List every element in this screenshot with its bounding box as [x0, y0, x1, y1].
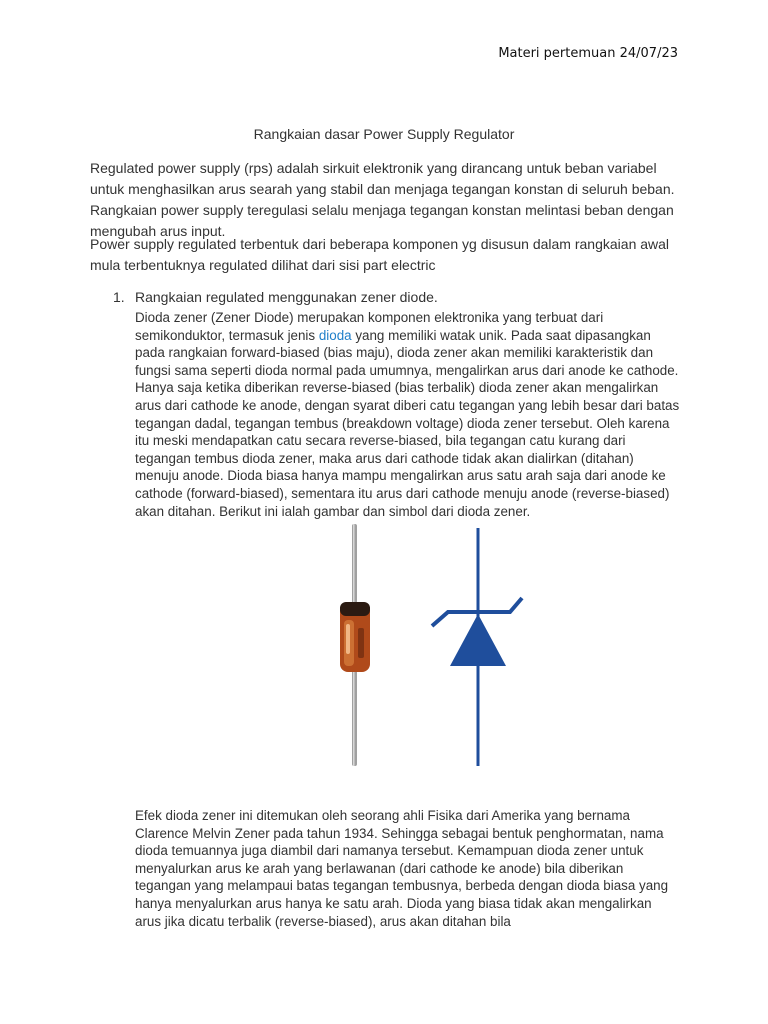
- intro-paragraph: Regulated power supply (rps) adalah sirkuit elektronik yang dirancang untuk beban variabel untuk menghasilkan arus searah yang stabil dan menjaga tegangan konstan di seluruh beban. Rangkaian power supply teregulasi selalu menjaga tegangan konstan melintasi beban dengan mengubah arus input.: [90, 160, 675, 239]
- zener-history-paragraph: Efek dioda zener ini ditemukan oleh seorang ahli Fisika dari Amerika yang bernama Clarence Melvin Zener pada tahun 1934. Sehingga sebagai bentuk penghormatan, nama dioda temuannya juga diambil dari namanya tersebut. Kemampuan dioda zener untuk menyalurkan arus ke arah yang berlawanan (dari cathode ke anode) bila diberikan tegangan yang melampaui batas tegangan tembusnya, berbeda dengan dioda biasa yang hanya menyalurkan arus hanya ke satu arah. Dioda yang biasa tidak akan mengalirkan arus jika dicatu terbalik (reverse-biased), arus akan ditahan bila: [135, 808, 669, 929]
- dioda-link[interactable]: dioda: [318, 327, 352, 343]
- zener-description-paragraph: [135, 309, 680, 520]
- list-item-number: 1.: [113, 289, 125, 305]
- list-item-heading: Rangkaian regulated menggunakan zener diode.: [135, 289, 438, 305]
- header-date-note: Materi pertemuan 24/07/23: [498, 46, 678, 61]
- document-title: Rangkaian dasar Power Supply Regulator: [253, 126, 515, 142]
- zener-diode-photo: [340, 524, 370, 766]
- zener-text-part2: yang memiliki watak unik. Pada saat dipasangkan pada rangkaian forward-biased (bias maju), dioda zener akan memiliki karakteristik dan fungsi sama seperti dioda normal pada umumnya, mengalirkan arus dari anode ke cathode. Hanya saja ketika diberikan reverse-biased (bias terbalik) dioda zener akan mengalirkan arus dari cathode ke anode, dengan syarat diberi catu tegangan yang lebih besar dari batas tegangan dadal, tegangan tembus (breakdown voltage) dioda zener tersebut. Oleh karena itu meski mendapatkan catu secara reverse-biased, bila tegangan catu kurang dari tegangan tembus dioda zener, maka arus dari cathode tidak akan dialirkan (ditahan) menuju anode. Dioda biasa hanya mampu mengalirkan arus satu arah saja dari anode ke cathode (forward-biased), sementara itu arus dari cathode menuju anode (reverse-biased) akan ditahan. Berikut ini ialah gambar dan simbol dari dioda zener.: [135, 327, 680, 519]
- zener-symbol-icon: [432, 528, 522, 766]
- zener-diode-figure: [300, 520, 540, 770]
- second-paragraph: Power supply regulated terbentuk dari beberapa komponen yg disusun dalam rangkaian awal mula terbentuknya regulated dilihat dari sisi part electric: [90, 236, 670, 273]
- zener-text-part1: Dioda zener (Zener Diode) merupakan komponen elektronika yang terbuat dari semikonduktor, termasuk jenis: [135, 310, 604, 343]
- zener-diode-illustration: [300, 520, 540, 770]
